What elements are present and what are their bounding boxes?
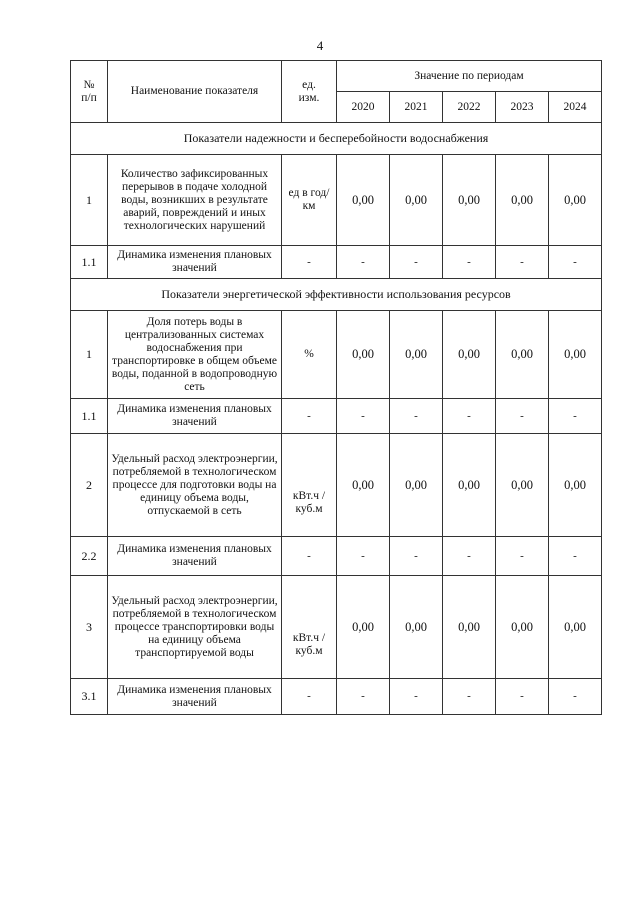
row-number: 3.1 xyxy=(71,679,108,715)
row-value: - xyxy=(390,679,443,715)
row-value: 0,00 xyxy=(549,155,602,246)
table-row xyxy=(71,311,602,399)
row-number: 2 xyxy=(71,434,108,537)
row-value: 0,00 xyxy=(443,576,496,679)
row-number: 3 xyxy=(71,576,108,679)
row-value: 0,00 xyxy=(549,311,602,399)
row-name: Динамика изменения плановых значений xyxy=(108,246,282,279)
row-value: - xyxy=(337,246,390,279)
row-value: 0,00 xyxy=(337,434,390,537)
row-value: - xyxy=(443,399,496,434)
header-year: 2021 xyxy=(390,92,443,123)
page-number: 4 xyxy=(316,38,324,53)
table-row xyxy=(71,399,602,434)
row-value: 0,00 xyxy=(496,576,549,679)
row-unit: кВт.ч / куб.м xyxy=(282,576,337,679)
row-number: 2.2 xyxy=(71,537,108,576)
row-value: 0,00 xyxy=(390,576,443,679)
row-value: 0,00 xyxy=(443,155,496,246)
header-number: № п/п xyxy=(71,61,108,123)
row-value: 0,00 xyxy=(443,311,496,399)
row-value: - xyxy=(390,399,443,434)
table-row xyxy=(71,679,602,715)
row-number: 1.1 xyxy=(71,399,108,434)
table-row xyxy=(71,155,602,246)
table-row xyxy=(71,576,602,679)
row-name: Удельный расход электроэнергии, потребляемой в технологическом процессе для подготовки воды на единицу объема воды, отпускаемой в сеть xyxy=(108,434,282,537)
row-value: - xyxy=(443,246,496,279)
table-row xyxy=(71,537,602,576)
row-value: - xyxy=(549,679,602,715)
row-value: - xyxy=(443,679,496,715)
row-value: - xyxy=(496,537,549,576)
row-value: 0,00 xyxy=(496,311,549,399)
row-number: 1 xyxy=(71,155,108,246)
row-value: 0,00 xyxy=(337,576,390,679)
row-name: Доля потерь воды в централизованных системах водоснабжения при транспортировке в общем объеме воды, поданной в водопроводную сеть xyxy=(108,311,282,399)
row-value: 0,00 xyxy=(337,155,390,246)
row-value: - xyxy=(390,537,443,576)
row-value: - xyxy=(496,399,549,434)
row-name: Динамика изменения плановых значений xyxy=(108,537,282,576)
row-value: - xyxy=(337,537,390,576)
header-year: 2024 xyxy=(549,92,602,123)
section-title: Показатели надежности и бесперебойности водоснабжения xyxy=(71,123,602,155)
row-value: 0,00 xyxy=(443,434,496,537)
table-row xyxy=(71,434,602,537)
row-value: - xyxy=(496,246,549,279)
header-unit: ед. изм. xyxy=(282,61,337,123)
header-year: 2023 xyxy=(496,92,549,123)
row-value: - xyxy=(443,537,496,576)
row-value: 0,00 xyxy=(337,311,390,399)
row-number: 1.1 xyxy=(71,246,108,279)
row-unit: - xyxy=(282,537,337,576)
row-value: - xyxy=(549,537,602,576)
row-value: - xyxy=(496,679,549,715)
header-year: 2020 xyxy=(337,92,390,123)
row-value: 0,00 xyxy=(496,434,549,537)
row-value: - xyxy=(549,399,602,434)
row-value: 0,00 xyxy=(496,155,549,246)
row-number: 1 xyxy=(71,311,108,399)
row-value: - xyxy=(390,246,443,279)
row-name: Динамика изменения плановых значений xyxy=(108,399,282,434)
row-value: 0,00 xyxy=(390,434,443,537)
row-unit: ед в год/ км xyxy=(282,155,337,246)
header-periods: Значение по периодам xyxy=(337,61,602,92)
row-unit: - xyxy=(282,246,337,279)
header-name: Наименование показателя xyxy=(108,61,282,123)
header-year: 2022 xyxy=(443,92,496,123)
row-name: Удельный расход электроэнергии, потребляемой в технологическом процессе транспортировки воды на единицу объема транспортируемой воды xyxy=(108,576,282,679)
indicators-table xyxy=(70,60,602,715)
row-value: 0,00 xyxy=(390,155,443,246)
row-unit: % xyxy=(282,311,337,399)
row-value: 0,00 xyxy=(549,434,602,537)
row-unit: - xyxy=(282,399,337,434)
row-value: 0,00 xyxy=(390,311,443,399)
row-value: 0,00 xyxy=(549,576,602,679)
row-value: - xyxy=(337,679,390,715)
table-row xyxy=(71,246,602,279)
row-value: - xyxy=(549,246,602,279)
row-value: - xyxy=(337,399,390,434)
row-name: Динамика изменения плановых значений xyxy=(108,679,282,715)
row-name: Количество зафиксированных перерывов в подаче холодной воды, возникших в результате аварий, повреждений и иных технологических нарушений xyxy=(108,155,282,246)
row-unit: - xyxy=(282,679,337,715)
row-unit: кВт.ч / куб.м xyxy=(282,434,337,537)
section-title: Показатели энергетической эффективности использования ресурсов xyxy=(71,279,602,311)
